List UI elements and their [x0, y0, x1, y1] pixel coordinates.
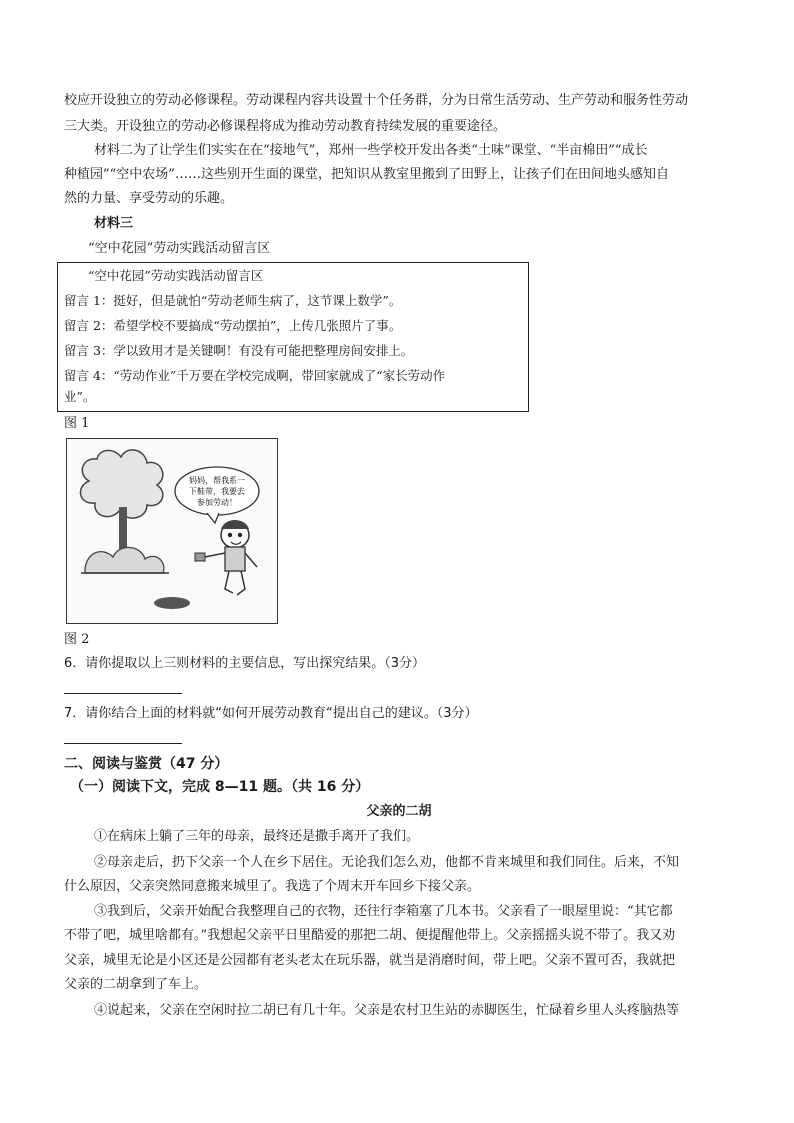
material3-caption: “空中花园”劳动实践活动留言区	[88, 241, 271, 256]
answer-line-q7[interactable]	[64, 743, 182, 744]
message-1: 留言 1：挺好，但是就怕“劳动老师生病了，这节课上数学”。	[64, 293, 402, 308]
material3-label: 材料三	[94, 216, 134, 231]
question-6: 6．请你提取以上三则材料的主要信息，写出探究结果。（3分）	[64, 656, 426, 671]
article-paragraph-4-line-1: ④说起来，父亲在空闲时拉二胡已有几十年。父亲是农村卫生站的赤脚医生，忙碌着乡里人头疼脑热等	[94, 1003, 680, 1018]
cartoon-illustration	[66, 438, 278, 624]
article-paragraph-1: ①在病床上躺了三年的母亲，最终还是撒手离开了我们。	[94, 829, 420, 844]
article-paragraph-3-line-4: 父亲的二胡拿到了车上。	[64, 977, 208, 992]
cartoon-drawing	[67, 439, 277, 623]
speech-line-2: 下鞋带，我要去	[189, 487, 245, 496]
speech-line-1: 妈妈，帮我系一	[189, 476, 245, 485]
article-paragraph-3-line-3: 父亲，城里无论是小区还是公园都有老头老太在玩乐器，就当是消磨时间，带上吧。父亲不置可否，我就把	[64, 953, 676, 968]
article-title: 父亲的二胡	[366, 804, 432, 819]
material2-line-3: 然的力量、享受劳动的乐趣。	[64, 191, 234, 206]
section-2-subtitle: （一）阅读下文，完成 8—11 题。（共 16 分）	[70, 779, 370, 795]
material1-line-2: 三大类。开设独立的劳动必修课程将成为推动劳动教育持续发展的重要途径。	[64, 119, 507, 134]
article-paragraph-3-line-2: 不带了吧，城里啥都有。”我想起父亲平日里酷爱的那把二胡、便提醒他带上。父亲摇摇头说不带了。我又劝	[64, 928, 676, 943]
material1-line-1: 校应开设独立的劳动必修课程。劳动课程内容共设置十个任务群，分为日常生活劳动、生产劳动和服务性劳动	[64, 93, 689, 108]
message-board-box	[57, 262, 529, 412]
material2-line-2: 种植园”“空中农场”……这些别开生面的课堂，把知识从教室里搬到了田野上，让孩子们在田间地头感知自	[64, 167, 669, 182]
article-paragraph-2-line-2: 什么原因，父亲突然同意搬来城里了。我选了个周末开车回乡下接父亲。	[64, 879, 481, 894]
answer-line-q6[interactable]	[64, 693, 182, 694]
question-7: 7．请你结合上面的材料就“如何开展劳动教育“提出自己的建议。（3分）	[64, 706, 478, 721]
material2-line-1: 材料二为了让学生们实实在在“接地气”，郑州一些学校开发出各类“土味”课堂、“半亩棉田”“成长	[94, 143, 648, 158]
figure-1-caption: 图 1	[64, 416, 90, 431]
speech-line-3: 参加劳动！	[197, 498, 237, 507]
article-paragraph-3-line-1: ③我到后，父亲开始配合我整理自己的衣物，还往行李箱塞了几本书。父亲看了一眼屋里说：“其它都	[94, 904, 673, 919]
figure-2-caption: 图 2	[64, 632, 90, 647]
section-2-title: 二、阅读与鉴赏（47 分）	[64, 756, 229, 772]
article-paragraph-2-line-1: ②母亲走后，扔下父亲一个人在乡下居住。无论我们怎么劝，他都不肯来城里和我们同住。后来，不知	[94, 855, 680, 870]
message-4: 留言 4：“劳动作业”千万要在学校完成啊，带回家就成了“家长劳动作	[64, 368, 446, 383]
message-2: 留言 2：希望学校不要搞成“劳动摆拍”，上传几张照片了事。	[64, 318, 402, 333]
message-4-cont: 业”。	[64, 389, 96, 404]
message-3: 留言 3：学以致用才是关键啊！有没有可能把整理房间安排上。	[64, 343, 414, 358]
message-board-title: “空中花园”劳动实践活动留言区	[88, 268, 264, 283]
